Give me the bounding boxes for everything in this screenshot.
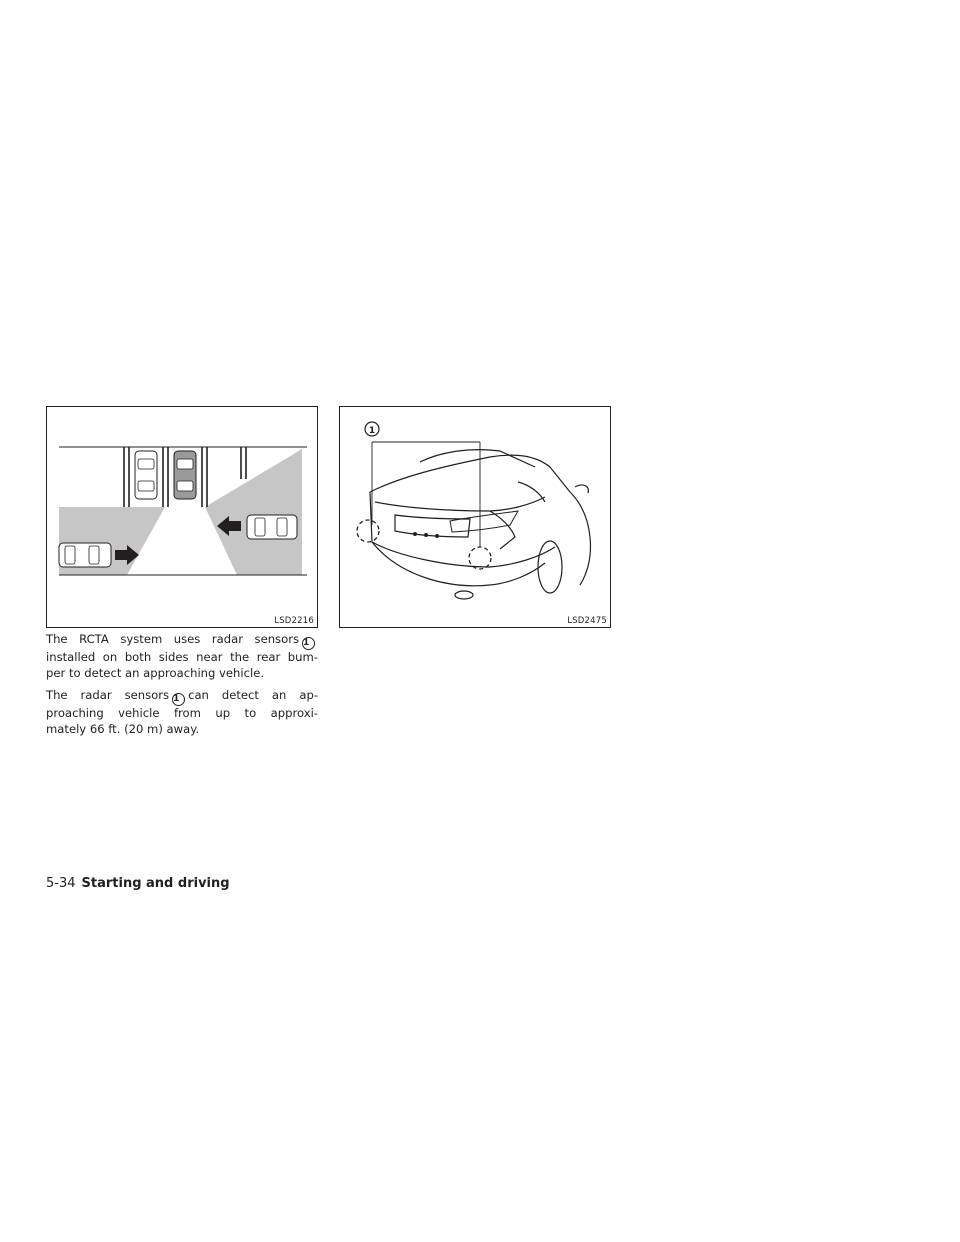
callout-number: 1: [368, 426, 376, 436]
parked-car-left: [135, 451, 157, 499]
right-sensor-marker: [469, 547, 491, 569]
radar-sensor-location-diagram: [339, 406, 611, 628]
approaching-car-right: [247, 515, 297, 539]
paragraph-range: The radar sensors 1 can detect an ap- proaching vehicle from up to approxi- mately 66 ft. (20 m) away.: [46, 688, 319, 737]
paragraph-sensors: The RCTA system uses radar sensors 1 installed on both sides near the rear bum- per to detect an approaching vehicle.: [46, 632, 318, 680]
car-rear-illustration: [340, 407, 611, 628]
page-footer: [46, 876, 230, 891]
callout-1-icon: 1: [302, 637, 315, 650]
reversing-car: [174, 451, 196, 499]
figure-code: LSD2216: [274, 616, 314, 626]
callout-1-icon: 1: [172, 693, 185, 706]
left-sensor-marker: [357, 520, 379, 542]
figure-code: LSD2475: [567, 616, 607, 626]
rcta-detection-diagram: [46, 406, 318, 628]
body-text: [46, 632, 318, 745]
right-detection-zone: [205, 449, 302, 575]
rcta-detection-illustration: [47, 407, 318, 628]
page-number: 5-34: [46, 876, 76, 891]
approaching-car-left: [59, 543, 111, 567]
section-title: Starting and driving: [81, 876, 230, 891]
